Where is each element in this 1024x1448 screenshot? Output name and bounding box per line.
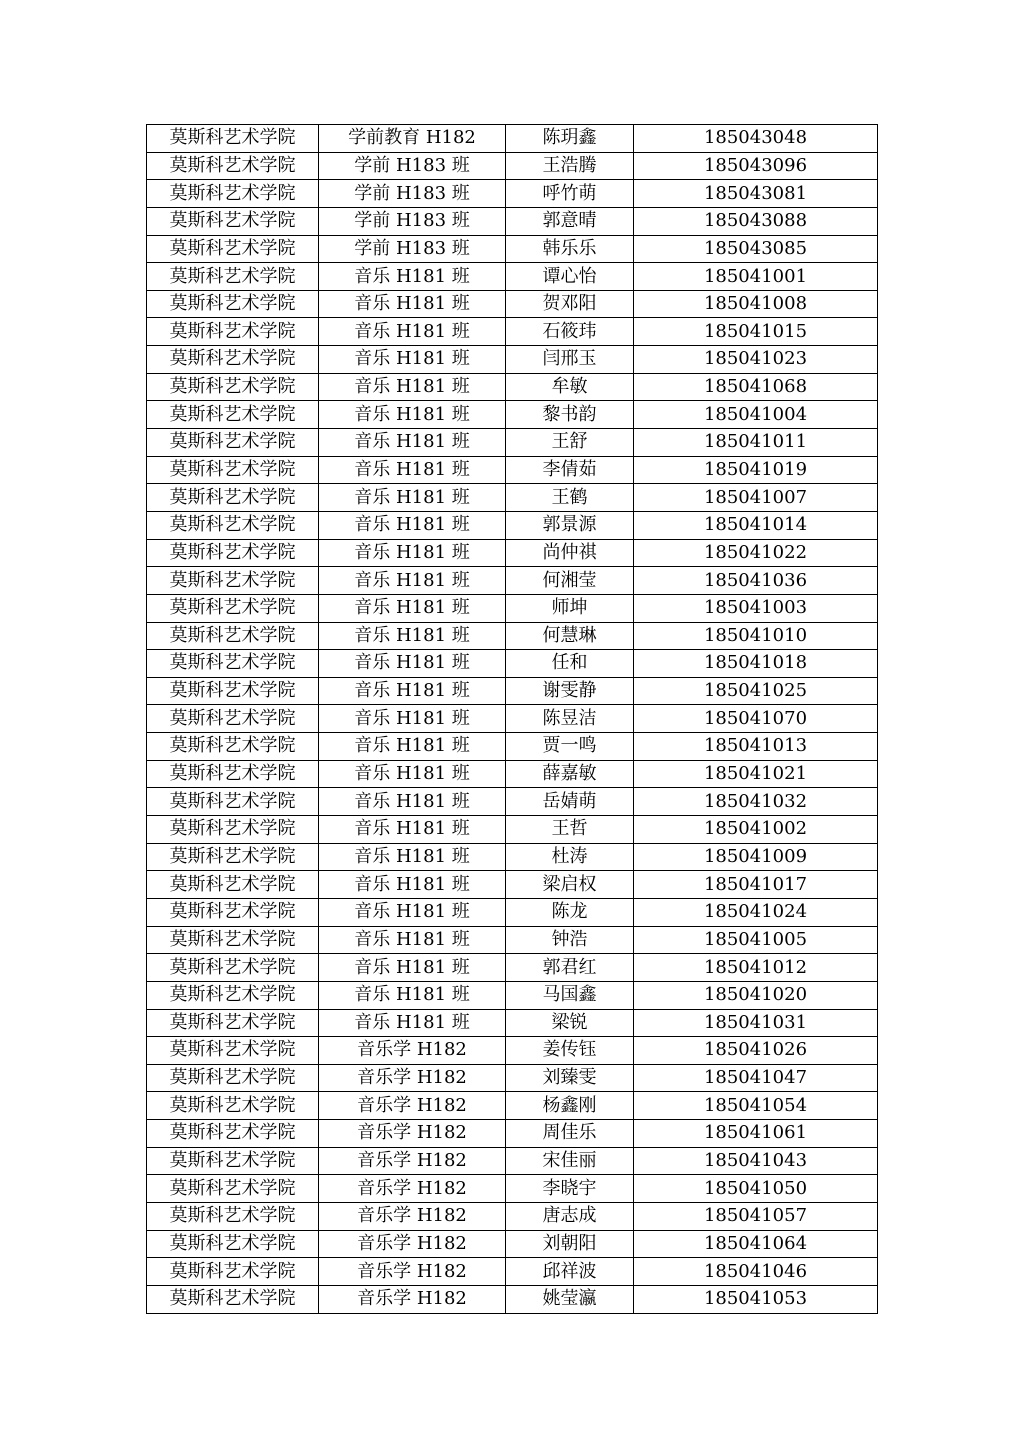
college-cell: 莫斯科艺术学院: [147, 401, 319, 429]
student-id-cell: 185041021: [634, 760, 878, 788]
college-cell: 莫斯科艺术学院: [147, 1230, 319, 1258]
class-cell: 音乐 H181 班: [319, 926, 506, 954]
class-cell: 音乐 H181 班: [319, 263, 506, 291]
student-name-cell: 王哲: [506, 816, 634, 844]
student-id-cell: 185041014: [634, 511, 878, 539]
student-name-cell: 邱祥波: [506, 1258, 634, 1286]
student-id-cell: 185043096: [634, 152, 878, 180]
student-name-cell: 郭意晴: [506, 207, 634, 235]
table-row: [147, 318, 878, 346]
table-row: [147, 760, 878, 788]
table-row: [147, 594, 878, 622]
student-name-cell: 刘臻雯: [506, 1064, 634, 1092]
table-row: [147, 263, 878, 291]
class-cell: 音乐 H181 班: [319, 871, 506, 899]
student-name-cell: 岳婧萌: [506, 788, 634, 816]
table-row: [147, 926, 878, 954]
college-cell: 莫斯科艺术学院: [147, 539, 319, 567]
student-name-cell: 陈龙: [506, 898, 634, 926]
table-row: [147, 1175, 878, 1203]
table-row: [147, 511, 878, 539]
class-cell: 学前 H183 班: [319, 207, 506, 235]
student-id-cell: 185041025: [634, 677, 878, 705]
student-name-cell: 梁启权: [506, 871, 634, 899]
student-id-cell: 185041032: [634, 788, 878, 816]
college-cell: 莫斯科艺术学院: [147, 152, 319, 180]
class-cell: 音乐学 H182: [319, 1230, 506, 1258]
student-id-cell: 185041003: [634, 594, 878, 622]
table-row: [147, 1120, 878, 1148]
student-name-cell: 王舒: [506, 429, 634, 457]
student-id-cell: 185041008: [634, 290, 878, 318]
class-cell: 音乐学 H182: [319, 1064, 506, 1092]
student-id-cell: 185041057: [634, 1202, 878, 1230]
student-name-cell: 石筱玮: [506, 318, 634, 346]
student-id-cell: 185041053: [634, 1285, 878, 1313]
class-cell: 学前教育 H182: [319, 125, 506, 153]
table-row: [147, 1037, 878, 1065]
student-id-cell: 185041011: [634, 429, 878, 457]
table-row: [147, 180, 878, 208]
table-row: [147, 622, 878, 650]
class-cell: 音乐 H181 班: [319, 898, 506, 926]
table-row: [147, 650, 878, 678]
college-cell: 莫斯科艺术学院: [147, 290, 319, 318]
class-cell: 音乐学 H182: [319, 1285, 506, 1313]
college-cell: 莫斯科艺术学院: [147, 981, 319, 1009]
class-cell: 音乐 H181 班: [319, 650, 506, 678]
student-id-cell: 185041023: [634, 346, 878, 374]
college-cell: 莫斯科艺术学院: [147, 1202, 319, 1230]
college-cell: 莫斯科艺术学院: [147, 346, 319, 374]
student-name-cell: 姜传钰: [506, 1037, 634, 1065]
student-id-cell: 185041054: [634, 1092, 878, 1120]
student-id-cell: 185043081: [634, 180, 878, 208]
college-cell: 莫斯科艺术学院: [147, 622, 319, 650]
student-name-cell: 王鹤: [506, 484, 634, 512]
college-cell: 莫斯科艺术学院: [147, 1285, 319, 1313]
student-id-cell: 185041010: [634, 622, 878, 650]
table-row: [147, 705, 878, 733]
table-row: [147, 207, 878, 235]
table-row: [147, 1092, 878, 1120]
student-id-cell: 185041046: [634, 1258, 878, 1286]
table-row: [147, 1285, 878, 1313]
class-cell: 音乐 H181 班: [319, 484, 506, 512]
student-id-cell: 185043088: [634, 207, 878, 235]
college-cell: 莫斯科艺术学院: [147, 843, 319, 871]
table-row: [147, 429, 878, 457]
table-row: [147, 1147, 878, 1175]
class-cell: 音乐 H181 班: [319, 511, 506, 539]
student-name-cell: 谭心怡: [506, 263, 634, 291]
roster-table-body: [147, 125, 878, 1314]
student-id-cell: 185041019: [634, 456, 878, 484]
student-id-cell: 185041020: [634, 981, 878, 1009]
table-row: [147, 1258, 878, 1286]
table-row: [147, 677, 878, 705]
class-cell: 音乐 H181 班: [319, 429, 506, 457]
student-name-cell: 何湘莹: [506, 567, 634, 595]
student-id-cell: 185041024: [634, 898, 878, 926]
student-name-cell: 刘朝阳: [506, 1230, 634, 1258]
table-row: [147, 290, 878, 318]
college-cell: 莫斯科艺术学院: [147, 594, 319, 622]
college-cell: 莫斯科艺术学院: [147, 180, 319, 208]
student-name-cell: 李倩茹: [506, 456, 634, 484]
college-cell: 莫斯科艺术学院: [147, 1092, 319, 1120]
table-row: [147, 733, 878, 761]
student-id-cell: 185041007: [634, 484, 878, 512]
student-id-cell: 185041012: [634, 954, 878, 982]
student-id-cell: 185041043: [634, 1147, 878, 1175]
college-cell: 莫斯科艺术学院: [147, 733, 319, 761]
class-cell: 音乐 H181 班: [319, 456, 506, 484]
student-name-cell: 姚莹瀛: [506, 1285, 634, 1313]
college-cell: 莫斯科艺术学院: [147, 456, 319, 484]
college-cell: 莫斯科艺术学院: [147, 1037, 319, 1065]
student-name-cell: 呼竹萌: [506, 180, 634, 208]
class-cell: 音乐 H181 班: [319, 843, 506, 871]
college-cell: 莫斯科艺术学院: [147, 1258, 319, 1286]
class-cell: 学前 H183 班: [319, 152, 506, 180]
table-row: [147, 401, 878, 429]
college-cell: 莫斯科艺术学院: [147, 1064, 319, 1092]
class-cell: 音乐 H181 班: [319, 594, 506, 622]
table-row: [147, 981, 878, 1009]
college-cell: 莫斯科艺术学院: [147, 235, 319, 263]
college-cell: 莫斯科艺术学院: [147, 954, 319, 982]
college-cell: 莫斯科艺术学院: [147, 567, 319, 595]
student-name-cell: 王浩腾: [506, 152, 634, 180]
college-cell: 莫斯科艺术学院: [147, 373, 319, 401]
class-cell: 音乐 H181 班: [319, 539, 506, 567]
class-cell: 音乐 H181 班: [319, 954, 506, 982]
table-row: [147, 898, 878, 926]
student-name-cell: 马国鑫: [506, 981, 634, 1009]
college-cell: 莫斯科艺术学院: [147, 760, 319, 788]
class-cell: 音乐学 H182: [319, 1092, 506, 1120]
student-name-cell: 陈玥鑫: [506, 125, 634, 153]
class-cell: 音乐学 H182: [319, 1120, 506, 1148]
student-name-cell: 贾一鸣: [506, 733, 634, 761]
college-cell: 莫斯科艺术学院: [147, 677, 319, 705]
student-id-cell: 185041005: [634, 926, 878, 954]
class-cell: 音乐学 H182: [319, 1175, 506, 1203]
student-name-cell: 陈昱洁: [506, 705, 634, 733]
college-cell: 莫斯科艺术学院: [147, 926, 319, 954]
table-row: [147, 1009, 878, 1037]
student-name-cell: 梁锐: [506, 1009, 634, 1037]
student-id-cell: 185041031: [634, 1009, 878, 1037]
class-cell: 音乐 H181 班: [319, 816, 506, 844]
table-row: [147, 871, 878, 899]
student-id-cell: 185041015: [634, 318, 878, 346]
college-cell: 莫斯科艺术学院: [147, 125, 319, 153]
table-row: [147, 235, 878, 263]
student-name-cell: 杜涛: [506, 843, 634, 871]
student-id-cell: 185041061: [634, 1120, 878, 1148]
class-cell: 音乐 H181 班: [319, 401, 506, 429]
student-id-cell: 185041009: [634, 843, 878, 871]
class-cell: 音乐 H181 班: [319, 373, 506, 401]
student-id-cell: 185041047: [634, 1064, 878, 1092]
college-cell: 莫斯科艺术学院: [147, 1147, 319, 1175]
table-row: [147, 1064, 878, 1092]
student-id-cell: 185041013: [634, 733, 878, 761]
table-row: [147, 456, 878, 484]
class-cell: 学前 H183 班: [319, 235, 506, 263]
class-cell: 音乐学 H182: [319, 1258, 506, 1286]
college-cell: 莫斯科艺术学院: [147, 816, 319, 844]
student-name-cell: 闫邢玉: [506, 346, 634, 374]
student-name-cell: 周佳乐: [506, 1120, 634, 1148]
college-cell: 莫斯科艺术学院: [147, 207, 319, 235]
student-name-cell: 杨鑫刚: [506, 1092, 634, 1120]
college-cell: 莫斯科艺术学院: [147, 318, 319, 346]
student-name-cell: 牟敏: [506, 373, 634, 401]
student-name-cell: 黎书韵: [506, 401, 634, 429]
student-name-cell: 韩乐乐: [506, 235, 634, 263]
student-id-cell: 185041068: [634, 373, 878, 401]
class-cell: 音乐 H181 班: [319, 981, 506, 1009]
table-row: [147, 484, 878, 512]
class-cell: 音乐 H181 班: [319, 760, 506, 788]
class-cell: 音乐学 H182: [319, 1147, 506, 1175]
student-name-cell: 郭景源: [506, 511, 634, 539]
class-cell: 音乐 H181 班: [319, 1009, 506, 1037]
class-cell: 音乐学 H182: [319, 1037, 506, 1065]
class-cell: 音乐 H181 班: [319, 788, 506, 816]
class-cell: 音乐 H181 班: [319, 567, 506, 595]
table-row: [147, 843, 878, 871]
table-row: [147, 816, 878, 844]
student-roster-table: [146, 124, 878, 1314]
student-name-cell: 宋佳丽: [506, 1147, 634, 1175]
table-row: [147, 954, 878, 982]
student-name-cell: 谢雯静: [506, 677, 634, 705]
table-row: [147, 346, 878, 374]
class-cell: 音乐 H181 班: [319, 318, 506, 346]
student-id-cell: 185041002: [634, 816, 878, 844]
college-cell: 莫斯科艺术学院: [147, 1009, 319, 1037]
student-name-cell: 何慧琳: [506, 622, 634, 650]
student-id-cell: 185041050: [634, 1175, 878, 1203]
student-id-cell: 185041036: [634, 567, 878, 595]
class-cell: 音乐学 H182: [319, 1202, 506, 1230]
college-cell: 莫斯科艺术学院: [147, 1175, 319, 1203]
student-id-cell: 185041070: [634, 705, 878, 733]
class-cell: 音乐 H181 班: [319, 677, 506, 705]
student-name-cell: 郭君红: [506, 954, 634, 982]
college-cell: 莫斯科艺术学院: [147, 898, 319, 926]
student-id-cell: 185041001: [634, 263, 878, 291]
student-id-cell: 185041018: [634, 650, 878, 678]
college-cell: 莫斯科艺术学院: [147, 705, 319, 733]
table-row: [147, 539, 878, 567]
college-cell: 莫斯科艺术学院: [147, 429, 319, 457]
student-name-cell: 师坤: [506, 594, 634, 622]
student-name-cell: 尚仲祺: [506, 539, 634, 567]
class-cell: 音乐 H181 班: [319, 705, 506, 733]
student-name-cell: 贺邓阳: [506, 290, 634, 318]
class-cell: 音乐 H181 班: [319, 622, 506, 650]
student-id-cell: 185041026: [634, 1037, 878, 1065]
table-row: [147, 152, 878, 180]
class-cell: 音乐 H181 班: [319, 290, 506, 318]
table-row: [147, 1230, 878, 1258]
table-row: [147, 567, 878, 595]
table-row: [147, 125, 878, 153]
college-cell: 莫斯科艺术学院: [147, 484, 319, 512]
student-name-cell: 唐志成: [506, 1202, 634, 1230]
class-cell: 音乐 H181 班: [319, 346, 506, 374]
college-cell: 莫斯科艺术学院: [147, 511, 319, 539]
college-cell: 莫斯科艺术学院: [147, 650, 319, 678]
student-id-cell: 185041017: [634, 871, 878, 899]
college-cell: 莫斯科艺术学院: [147, 871, 319, 899]
student-id-cell: 185041022: [634, 539, 878, 567]
college-cell: 莫斯科艺术学院: [147, 263, 319, 291]
student-id-cell: 185041004: [634, 401, 878, 429]
student-name-cell: 薛嘉敏: [506, 760, 634, 788]
student-id-cell: 185043048: [634, 125, 878, 153]
student-id-cell: 185041064: [634, 1230, 878, 1258]
student-id-cell: 185043085: [634, 235, 878, 263]
class-cell: 音乐 H181 班: [319, 733, 506, 761]
student-name-cell: 任和: [506, 650, 634, 678]
table-row: [147, 1202, 878, 1230]
table-row: [147, 788, 878, 816]
student-name-cell: 李晓宇: [506, 1175, 634, 1203]
student-name-cell: 钟浩: [506, 926, 634, 954]
class-cell: 学前 H183 班: [319, 180, 506, 208]
college-cell: 莫斯科艺术学院: [147, 788, 319, 816]
college-cell: 莫斯科艺术学院: [147, 1120, 319, 1148]
table-row: [147, 373, 878, 401]
